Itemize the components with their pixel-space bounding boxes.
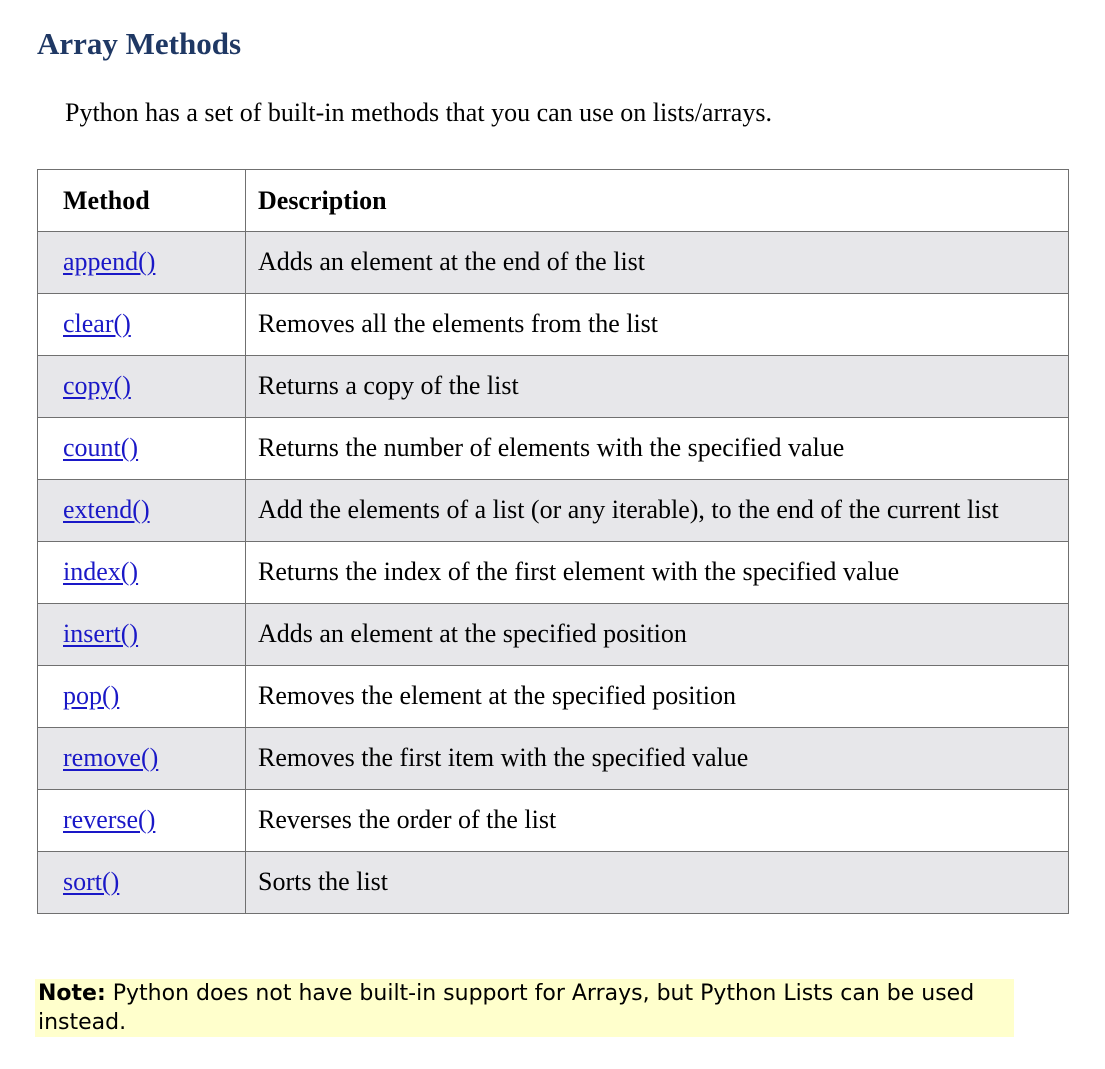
method-link-count[interactable]: count() bbox=[63, 433, 139, 462]
method-link-pop[interactable]: pop() bbox=[63, 681, 120, 710]
method-cell bbox=[38, 232, 246, 294]
table-row bbox=[38, 356, 1069, 418]
method-cell bbox=[38, 790, 246, 852]
method-link-insert[interactable]: insert() bbox=[63, 619, 139, 648]
description-cell: Removes the first item with the specified value bbox=[246, 728, 1069, 790]
description-cell: Sorts the list bbox=[246, 852, 1069, 914]
description-cell: Adds an element at the end of the list bbox=[246, 232, 1069, 294]
table-row bbox=[38, 790, 1069, 852]
intro-text: Python has a set of built-in methods that you can use on lists/arrays. bbox=[65, 98, 772, 127]
table-header-row bbox=[38, 170, 1069, 232]
description-cell: Add the elements of a list (or any iterable), to the end of the current list bbox=[246, 480, 1069, 542]
description-cell: Returns the number of elements with the specified value bbox=[246, 418, 1069, 480]
table-row bbox=[38, 852, 1069, 914]
note-text: Python does not have built-in support for Arrays, but Python Lists can be used instead. bbox=[38, 981, 975, 1035]
method-cell bbox=[38, 852, 246, 914]
method-cell bbox=[38, 294, 246, 356]
method-link-append[interactable]: append() bbox=[63, 247, 156, 276]
method-column-header: Method bbox=[38, 170, 246, 232]
method-cell bbox=[38, 542, 246, 604]
method-cell bbox=[38, 666, 246, 728]
description-cell: Removes the element at the specified position bbox=[246, 666, 1069, 728]
method-link-extend[interactable]: extend() bbox=[63, 495, 150, 524]
table-row bbox=[38, 480, 1069, 542]
description-column-header: Description bbox=[246, 170, 1069, 232]
method-link-remove[interactable]: remove() bbox=[63, 743, 159, 772]
method-link-index[interactable]: index() bbox=[63, 557, 139, 586]
method-link-copy[interactable]: copy() bbox=[63, 371, 131, 400]
method-link-clear[interactable]: clear() bbox=[63, 309, 131, 338]
description-cell: Adds an element at the specified position bbox=[246, 604, 1069, 666]
methods-table bbox=[37, 169, 1069, 914]
note-label: Note: bbox=[38, 981, 106, 1006]
table-row bbox=[38, 542, 1069, 604]
method-link-reverse[interactable]: reverse() bbox=[63, 805, 156, 834]
method-cell bbox=[38, 418, 246, 480]
description-cell: Returns the index of the first element with the specified value bbox=[246, 542, 1069, 604]
table-row bbox=[38, 728, 1069, 790]
description-cell: Returns a copy of the list bbox=[246, 356, 1069, 418]
method-link-sort[interactable]: sort() bbox=[63, 867, 120, 896]
note-box bbox=[35, 979, 1014, 1037]
method-cell bbox=[38, 480, 246, 542]
table-row bbox=[38, 418, 1069, 480]
method-cell bbox=[38, 728, 246, 790]
table-row bbox=[38, 666, 1069, 728]
table-row bbox=[38, 294, 1069, 356]
table-row bbox=[38, 232, 1069, 294]
description-cell: Removes all the elements from the list bbox=[246, 294, 1069, 356]
page-title: Array Methods bbox=[37, 26, 242, 61]
method-cell bbox=[38, 356, 246, 418]
description-cell: Reverses the order of the list bbox=[246, 790, 1069, 852]
method-cell bbox=[38, 604, 246, 666]
table-row bbox=[38, 604, 1069, 666]
